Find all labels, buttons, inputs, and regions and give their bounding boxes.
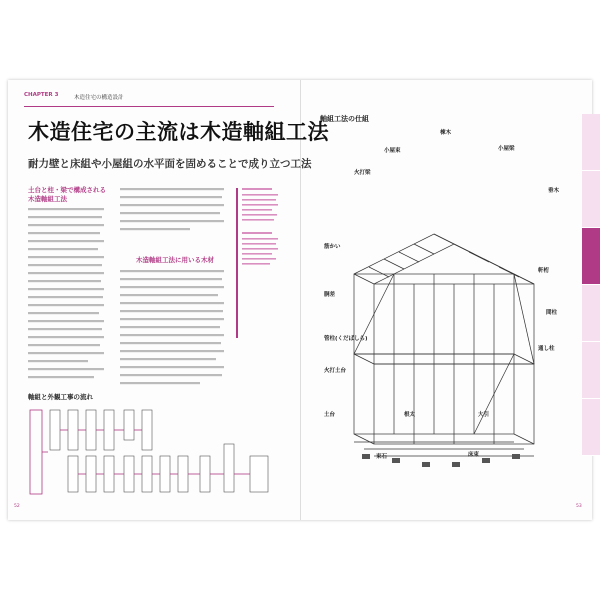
page-number-right: 53 bbox=[576, 504, 582, 509]
section-heading-1-text: 土台と柱・梁で構成される木造軸組工法 bbox=[28, 186, 106, 203]
label-dousashi: 胴差 bbox=[324, 292, 336, 298]
label-mabashira: 間柱 bbox=[546, 310, 558, 316]
flow-diagram bbox=[28, 404, 278, 500]
label-yukazuka: 床束 bbox=[468, 452, 480, 458]
label-neda: 根太 bbox=[404, 412, 416, 418]
tab-4[interactable] bbox=[582, 285, 600, 342]
label-munagi: 棟木 bbox=[440, 130, 452, 136]
book-spread bbox=[8, 80, 592, 520]
chapter-title: 木造住宅の構造設計 bbox=[74, 95, 124, 101]
label-koyabari: 小屋梁 bbox=[498, 146, 515, 152]
gutter bbox=[300, 80, 301, 520]
flow-title: 軸組と外観工事の流れ bbox=[28, 393, 93, 401]
timber-frame-diagram bbox=[314, 124, 574, 504]
label-obiki: 大引 bbox=[478, 412, 490, 418]
flow-side-box bbox=[30, 410, 42, 494]
flow-chart bbox=[28, 404, 278, 500]
tab-2[interactable] bbox=[582, 171, 600, 228]
label-nokigeta: 軒桁 bbox=[538, 268, 550, 274]
sidebar-notes bbox=[236, 188, 282, 338]
frame-illustration bbox=[314, 124, 574, 504]
page-title: 木造住宅の主流は木造軸組工法 bbox=[28, 120, 329, 144]
page-number-left: 52 bbox=[14, 504, 20, 509]
section-heading-1 bbox=[28, 186, 108, 204]
label-koyazuka: 小屋束 bbox=[384, 148, 401, 154]
chapter-label: CHAPTER 3 bbox=[24, 92, 59, 98]
label-taruki: 垂木 bbox=[548, 188, 560, 194]
body-column-2 bbox=[120, 188, 226, 233]
tab-3-active[interactable] bbox=[582, 228, 600, 285]
body-column-3 bbox=[120, 270, 226, 390]
chapter-tabs bbox=[582, 114, 600, 494]
sidebar-lines bbox=[242, 188, 280, 338]
text-lines-2 bbox=[120, 188, 226, 233]
body-column-1 bbox=[28, 208, 106, 388]
label-dodai: 土台 bbox=[324, 412, 336, 418]
label-toushibashira: 通し柱 bbox=[538, 346, 555, 352]
label-hiuchidodai: 火打土台 bbox=[324, 368, 347, 374]
label-kudabashira: 管柱(くだばしら) bbox=[324, 336, 368, 342]
text-lines-3 bbox=[120, 270, 226, 390]
diagram-title: 軸組工法の仕組 bbox=[320, 115, 369, 123]
tab-1[interactable] bbox=[582, 114, 600, 171]
label-hiuchibari: 火打梁 bbox=[354, 170, 371, 176]
tab-5[interactable] bbox=[582, 342, 600, 399]
section-heading-2: 木造軸組工法に用いる木材 bbox=[136, 256, 214, 264]
label-sujikai: 筋かい bbox=[324, 244, 341, 250]
chapter-header bbox=[24, 92, 274, 107]
label-tsukaishi: 束石 bbox=[376, 454, 388, 460]
text-lines bbox=[28, 208, 106, 388]
tab-6[interactable] bbox=[582, 399, 600, 456]
page-subtitle: 耐力壁と床組や小屋組の水平面を固めることで成り立つ工法 bbox=[28, 158, 312, 170]
